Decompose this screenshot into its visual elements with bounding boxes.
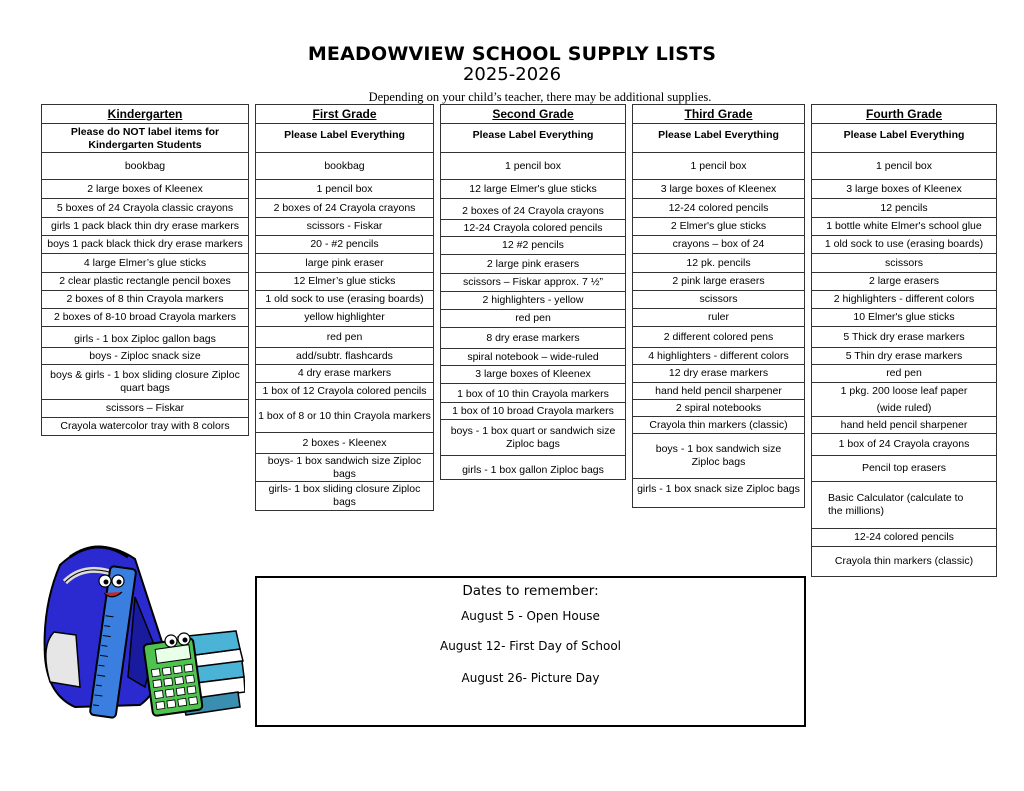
page-title: MEADOWVIEW SCHOOL SUPPLY LISTS [307, 43, 717, 65]
supply-item: Crayola thin markers (classic) [633, 417, 804, 434]
supply-item: 2 spiral notebooks [633, 400, 804, 417]
date-first-day: August 12- First Day of School [439, 639, 622, 653]
supply-item: 12 dry erase markers [633, 365, 804, 383]
grade-heading: Kindergarten [42, 104, 248, 124]
supply-item: 1 pencil box [633, 153, 804, 180]
supply-item: scissors - Fiskar [256, 218, 433, 236]
supply-item: red pen [441, 310, 625, 328]
supply-item: girls - 1 box gallon Ziploc bags [441, 456, 625, 480]
supply-item: hand held pencil sharpener [633, 383, 804, 400]
supply-item: Crayola watercolor tray with 8 colors [42, 418, 248, 436]
kindergarten-column [41, 104, 249, 436]
label-instruction: Please Label Everything [441, 124, 625, 153]
supply-item: 2 pink large erasers [633, 273, 804, 291]
supply-item: 2 highlighters - different colors [812, 291, 996, 309]
supply-item: girls- 1 box sliding closure Ziploc bags [256, 482, 433, 511]
supply-item: girls - 1 box snack size Ziploc bags [633, 479, 804, 508]
supply-item: 2 large pink erasers [441, 255, 625, 274]
supply-item: scissors – Fiskar approx. 7 ½” [441, 274, 625, 292]
supply-item: 10 Elmer's glue sticks [812, 309, 996, 327]
supply-item: 1 box of 8 or 10 thin Crayola markers [256, 400, 433, 433]
supply-item: Basic Calculator (calculate to the millions) [812, 482, 996, 529]
supply-item: 1 box of 10 broad Crayola markers [441, 403, 625, 420]
supply-item: 12-24 colored pencils [633, 199, 804, 218]
supply-item: 3 large boxes of Kleenex [812, 180, 996, 199]
dates-to-remember-box [255, 576, 806, 727]
supply-item: red pen [256, 327, 433, 348]
supply-item: 4 highlighters - different colors [633, 348, 804, 365]
supply-item: 1 box of 10 thin Crayola markers [441, 384, 625, 403]
supply-item: 2 boxes of 8 thin Crayola markers [42, 291, 248, 309]
supply-item: girls - 1 box Ziploc gallon bags [42, 327, 248, 348]
supply-item: large pink eraser [256, 254, 433, 273]
supply-item: bookbag [42, 153, 248, 180]
supply-item: bookbag [256, 153, 433, 180]
supply-item: 2 large erasers [812, 273, 996, 291]
supply-item: 1 box of 24 Crayola crayons [812, 434, 996, 456]
supply-item: 2 highlighters - yellow [441, 292, 625, 310]
supply-item: 5 boxes of 24 Crayola classic crayons [42, 199, 248, 218]
supply-item: yellow highlighter [256, 309, 433, 327]
supply-item: 20 - #2 pencils [256, 236, 433, 254]
supply-item: Crayola thin markers (classic) [812, 547, 996, 577]
supply-item: (wide ruled) [812, 400, 996, 417]
supply-item: 12 large Elmer's glue sticks [441, 180, 625, 199]
supply-item: 2 large boxes of Kleenex [42, 180, 248, 199]
supply-item: red pen [812, 365, 996, 383]
supply-item: 3 large boxes of Kleenex [633, 180, 804, 199]
supply-item: 12-24 colored pencils [812, 529, 996, 547]
grade-heading: Fourth Grade [812, 104, 996, 124]
supply-item: add/subtr. flashcards [256, 348, 433, 365]
supply-item: 12 #2 pencils [441, 237, 625, 255]
supply-item: 12 pk. pencils [633, 254, 804, 273]
supply-item: 1 old sock to use (erasing boards) [256, 291, 433, 309]
dates-heading: Dates to remember: [462, 583, 599, 599]
supply-item: 1 pencil box [812, 153, 996, 180]
fourth-grade-column [811, 104, 997, 577]
supply-item: 1 box of 12 Crayola colored pencils [256, 383, 433, 400]
supply-item: 5 Thin dry erase markers [812, 348, 996, 365]
grade-heading: Second Grade [441, 104, 625, 124]
supply-item: boys- 1 box sandwich size Ziploc bags [256, 454, 433, 482]
supply-item: 2 clear plastic rectangle pencil boxes [42, 273, 248, 291]
label-instruction: Please Label Everything [633, 124, 804, 153]
school-year: 2025-2026 [462, 64, 562, 85]
supply-item: spiral notebook – wide-ruled [441, 349, 625, 366]
supply-item: 1 pkg. 200 loose leaf paper [840, 385, 968, 397]
additional-supplies-note: Depending on your child’s teacher, there may be additional supplies. [368, 90, 712, 104]
first-grade-column [255, 104, 434, 511]
supply-item: girls 1 pack black thin dry erase markers [42, 218, 248, 236]
school-supplies-clipart [40, 537, 245, 719]
supply-item: 1 pencil box [441, 153, 625, 180]
supply-item: ruler [633, 309, 804, 327]
supply-item: boys - 1 box sandwich size Ziploc bags [633, 434, 804, 479]
label-instruction: Please do NOT label items for Kindergarten Students [42, 124, 248, 153]
supply-item: 3 large boxes of Kleenex [441, 366, 625, 384]
supply-item: 1 pencil box [256, 180, 433, 199]
supply-item: scissors [633, 291, 804, 309]
third-grade-column [632, 104, 805, 508]
supply-item: 12 Elmer’s glue sticks [256, 273, 433, 291]
supply-item: 12-24 Crayola colored pencils [441, 220, 625, 237]
second-grade-column [440, 104, 626, 480]
supply-item: 2 Elmer's glue sticks [633, 218, 804, 236]
calculator-illustration [143, 633, 203, 716]
grade-heading: Third Grade [633, 104, 804, 124]
supply-item: boys 1 pack black thick dry erase markers [42, 236, 248, 254]
label-instruction: Please Label Everything [812, 124, 996, 153]
supply-item: 8 dry erase markers [441, 328, 625, 349]
supply-item: 2 different colored pens [633, 327, 804, 348]
supply-item: Pencil top erasers [812, 456, 996, 482]
supply-item: boys - 1 box quart or sandwich size Ziploc bags [441, 420, 625, 456]
supply-item: boys & girls - 1 box sliding closure Ziploc quart bags [42, 365, 248, 400]
supply-item: 2 boxes of 8-10 broad Crayola markers [42, 309, 248, 327]
supply-item: 2 boxes of 24 Crayola crayons [441, 199, 625, 220]
supply-item: scissors [812, 254, 996, 273]
supply-item: hand held pencil sharpener [812, 417, 996, 434]
label-instruction: Please Label Everything [256, 124, 433, 153]
supply-item: crayons – box of 24 [633, 236, 804, 254]
supply-item: 4 large Elmer’s glue sticks [42, 254, 248, 273]
date-picture-day: August 26- Picture Day [461, 671, 600, 685]
supply-item: 2 boxes - Kleenex [256, 433, 433, 454]
supply-item: 2 boxes of 24 Crayola crayons [256, 199, 433, 218]
date-open-house: August 5 - Open House [461, 609, 600, 623]
supply-item: 12 pencils [812, 199, 996, 218]
supply-item: 1 bottle white Elmer's school glue [812, 218, 996, 236]
supply-item: scissors – Fiskar [42, 400, 248, 418]
supply-item: 1 old sock to use (erasing boards) [812, 236, 996, 254]
grade-heading: First Grade [256, 104, 433, 124]
supply-item: 4 dry erase markers [256, 365, 433, 383]
supply-item: 5 Thick dry erase markers [812, 327, 996, 348]
supply-item: boys - Ziploc snack size [42, 348, 248, 365]
